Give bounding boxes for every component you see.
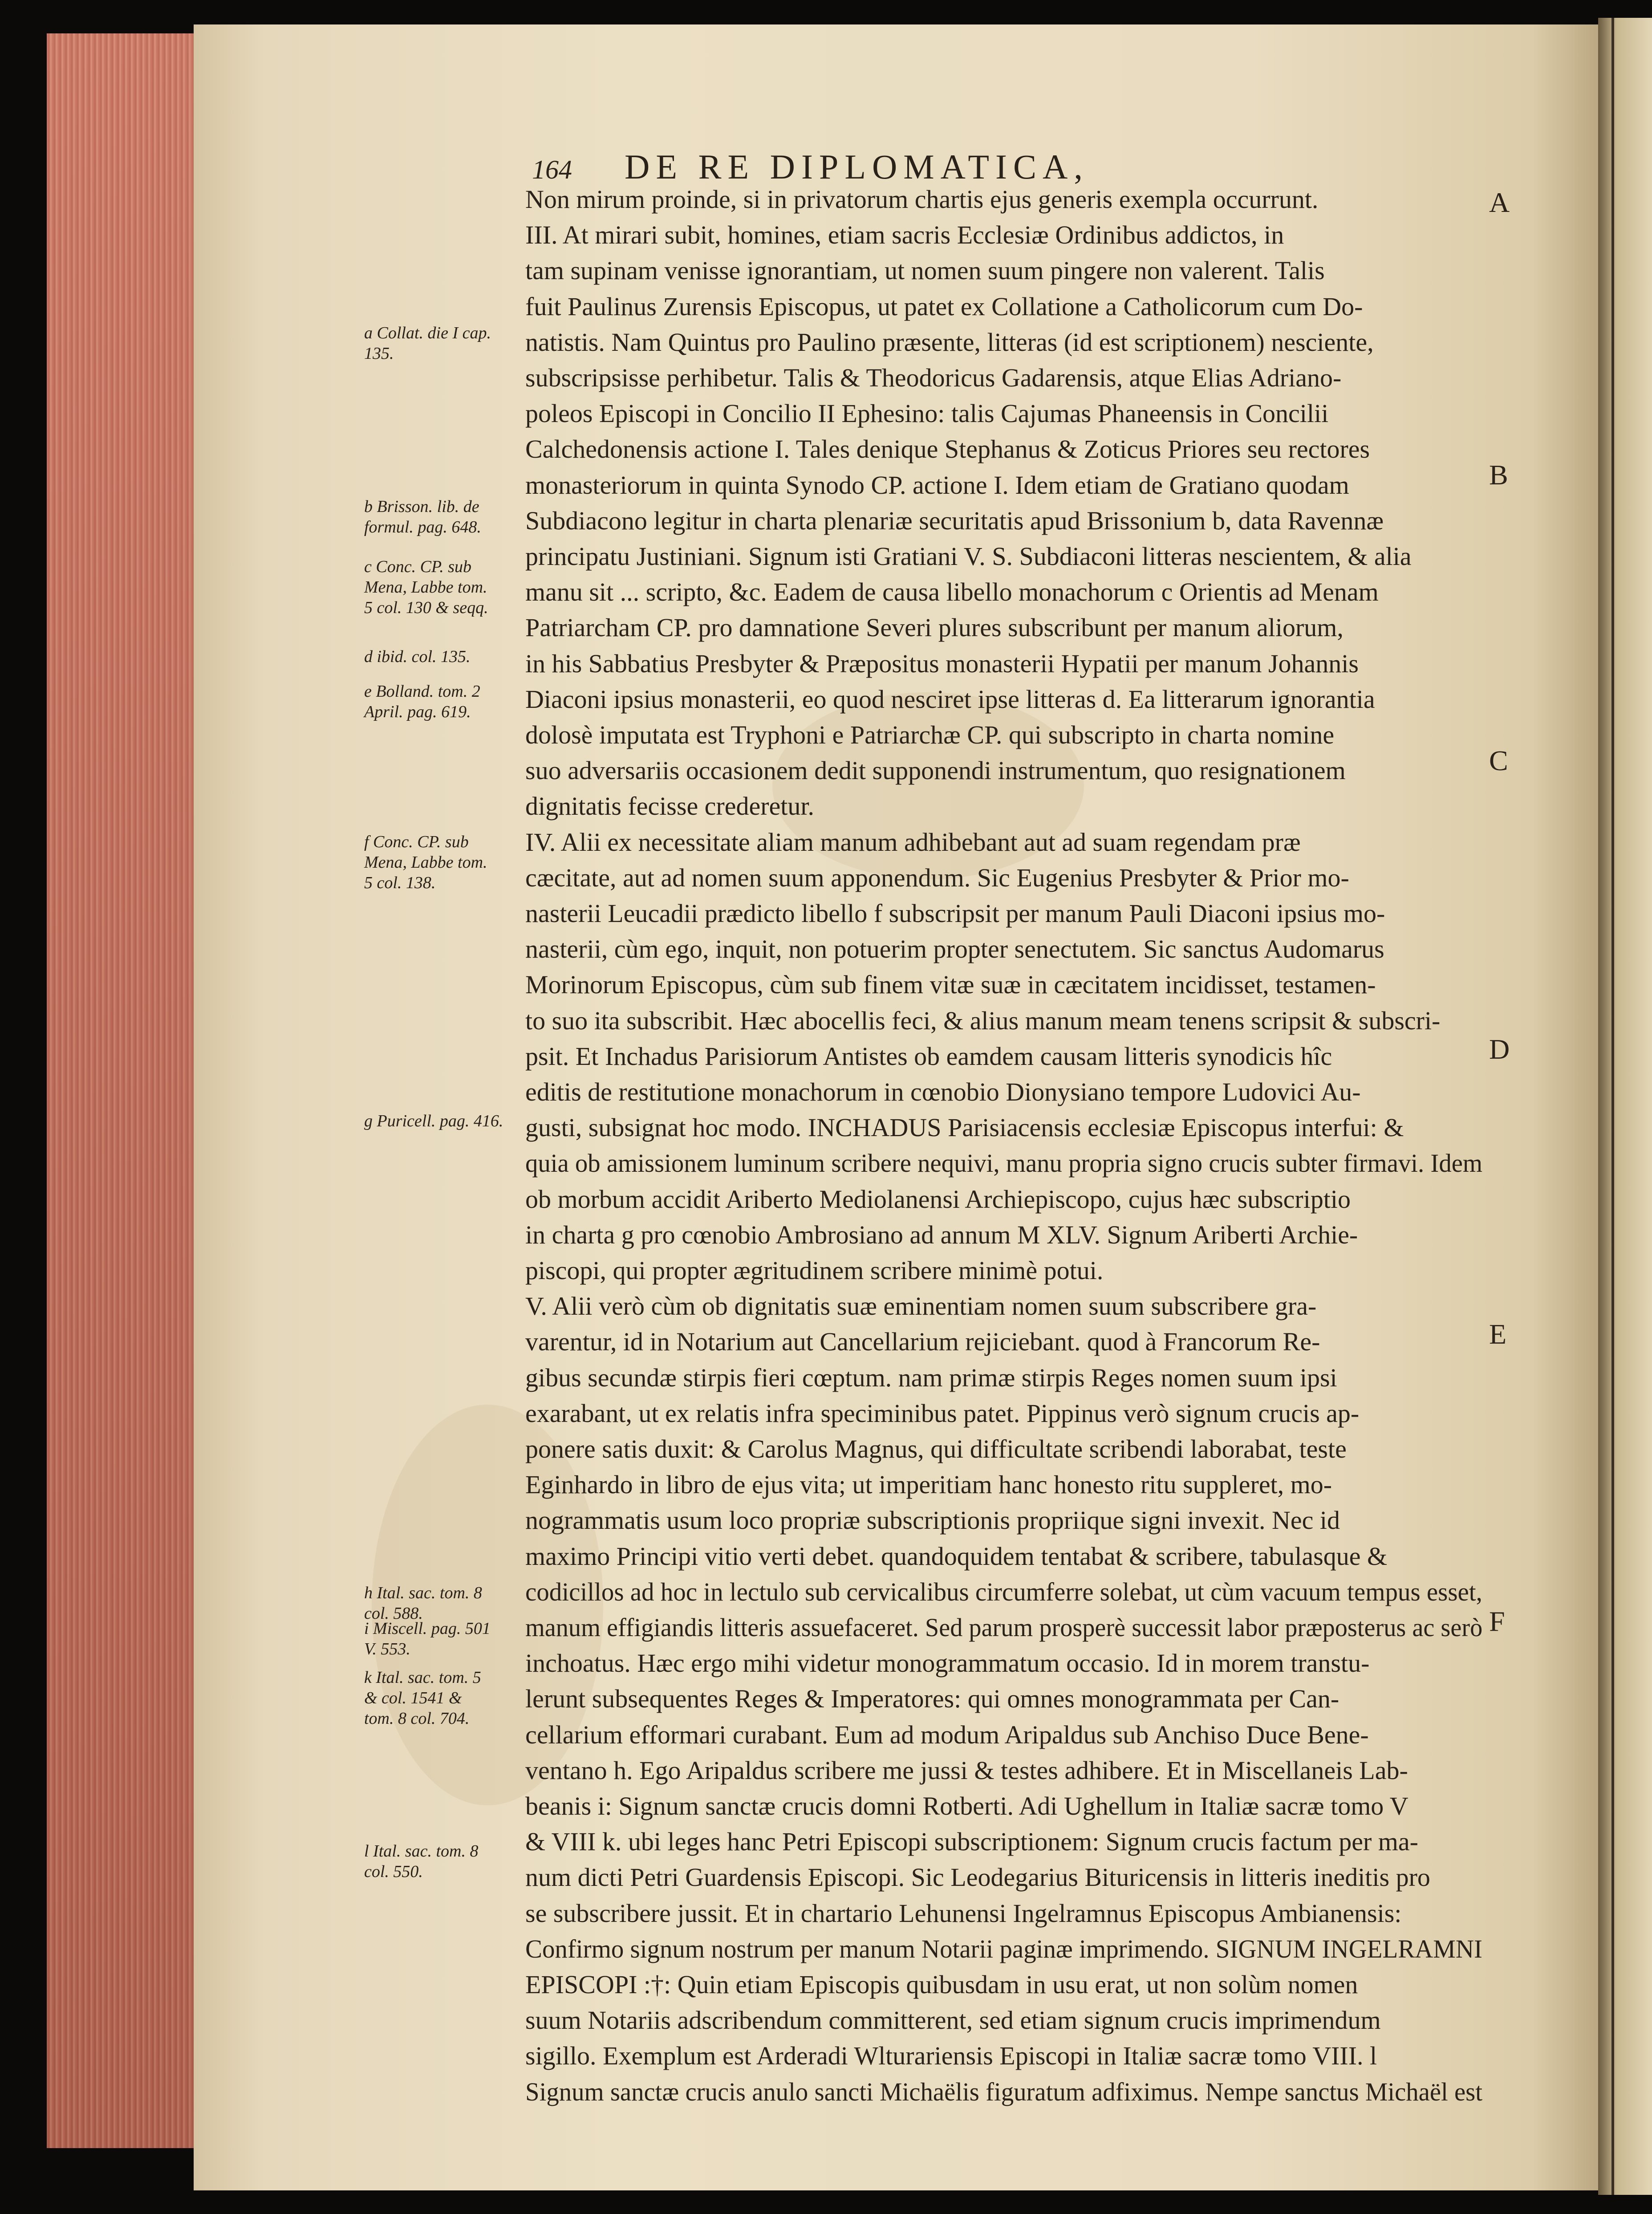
book-gutter	[1598, 18, 1652, 2195]
text-line: dignitatis fecisse crederetur.	[525, 792, 815, 821]
text-line: suum Notariis adscribendum committerent, sed etiam signum crucis imprimendum	[525, 2006, 1381, 2035]
text-line: fuit Paulinus Zurensis Episcopus, ut patet ex Collatione a Catholicorum cum Do-	[525, 292, 1363, 321]
text-line: psit. Et Inchadus Parisiorum Antistes ob eamdem causam litteris synodicis hîc	[525, 1041, 1332, 1071]
text-line: natistis. Nam Quintus pro Paulino præsente, litteras (id est scriptionem) nesciente,	[525, 327, 1374, 357]
margin-note-line: 135.	[364, 344, 394, 363]
text-line: nogrammatis usum loco propriæ subscriptionis propriique signi invexit. Nec id	[525, 1506, 1340, 1535]
margin-note-c	[364, 557, 488, 618]
text-line: Patriarcham CP. pro damnatione Severi plures subscribunt per manum aliorum,	[525, 613, 1344, 642]
margin-note-line: d ibid. col. 135.	[364, 647, 471, 666]
text-line: subscripsisse perhibetur. Talis & Theodoricus Gadarensis, atque Elias Adriano-	[525, 363, 1342, 392]
margin-note-line: V. 553.	[364, 1640, 410, 1658]
margin-letter-c: C	[1489, 745, 1508, 776]
margin-note-g	[364, 1111, 503, 1131]
text-line: cellarium efformari curabant. Eum ad modum Aripaldus sub Anchiso Duce Bene-	[525, 1720, 1369, 1749]
text-line: quia ob amissionem luminum scribere nequivi, manu propria signo crucis subter firmavi. Idem	[525, 1149, 1483, 1178]
text-line: gibus secundæ stirpis fieri cœptum. nam primæ stirpis Reges nomen suum ipsi	[525, 1363, 1337, 1392]
margin-note-b	[364, 496, 481, 537]
text-line: Calchedonensis actione I. Tales denique Stephanus & Zoticus Priores seu rectores	[525, 435, 1370, 464]
text-line: exarabant, ut ex relatis infra speciminibus patet. Pippinus verò signum crucis ap-	[525, 1398, 1360, 1428]
margin-note-line: a Collat. die I cap.	[364, 324, 491, 342]
text-line: inchoatus. Hæc ergo mihi videtur monogrammatum occasio. Id in morem transtu-	[525, 1649, 1370, 1678]
text-line: monasteriorum in quinta Synodo CP. actione I. Idem etiam de Gratiano quodam	[525, 470, 1349, 500]
text-line: editis de restitutione monachorum in cœnobio Dionysiano tempore Ludovici Au-	[525, 1077, 1361, 1106]
margin-note-line: i Miscell. pag. 501	[364, 1619, 491, 1638]
text-line: ob morbum accidit Ariberto Mediolanensi Archiepiscopo, cujus hæc subscriptio	[525, 1184, 1351, 1214]
text-line: varentur, id in Notarium aut Cancellarium rejiciebant. quod à Francorum Re-	[525, 1327, 1320, 1357]
margin-note-line: col. 550.	[364, 1862, 423, 1881]
fore-edge-shade	[47, 33, 194, 2148]
margin-note-line: & col. 1541 &	[364, 1689, 462, 1707]
text-line: codicillos ad hoc in lectulo sub cervicalibus circumferre solebat, ut cùm vacuum tempus esset,	[525, 1577, 1482, 1606]
margin-note-line: k Ital. sac. tom. 5	[364, 1668, 481, 1687]
margin-note-line: tom. 8 col. 704.	[364, 1709, 470, 1728]
margin-note-a	[364, 323, 491, 364]
margin-note-i	[364, 1618, 491, 1659]
text-line: principatu Justiniani. Signum isti Gratiani V. S. Subdiaconi litteras nescientem, & alia	[525, 542, 1412, 571]
margin-letter-b: B	[1489, 459, 1508, 491]
margin-note-line: l Ital. sac. tom. 8	[364, 1842, 479, 1861]
text-line: poleos Episcopi in Concilio II Ephesino: talis Cajumas Phaneensis in Concilii	[525, 399, 1329, 428]
margin-note-line: Mena, Labbe tom.	[364, 853, 487, 872]
text-line: & VIII k. ubi leges hanc Petri Episcopi subscriptionem: Signum crucis factum per ma-	[525, 1827, 1418, 1857]
margin-note-k	[364, 1667, 481, 1729]
margin-note-line: c Conc. CP. sub	[364, 557, 472, 576]
margin-letter-d: D	[1489, 1033, 1510, 1065]
text-line: in charta g pro cœnobio Ambrosiano ad annum M XLV. Signum Ariberti Archie-	[525, 1220, 1358, 1249]
text-line: V. Alii verò cùm ob dignitatis suæ eminentiam nomen suum subscribere gra-	[525, 1292, 1317, 1321]
text-line: in his Sabbatius Presbyter & Præpositus monasterii Hypatii per manum Johannis	[525, 649, 1359, 678]
margin-note-f	[364, 832, 487, 893]
margin-note-line: 5 col. 138.	[364, 873, 436, 892]
running-head	[532, 147, 1089, 187]
margin-note-line: h Ital. sac. tom. 8	[364, 1584, 482, 1602]
page-number: 164	[532, 155, 572, 184]
running-title: DE RE DIPLOMATICA,	[625, 147, 1089, 186]
gutter-line	[1611, 18, 1614, 2195]
text-line: EPISCOPI :†: Quin etiam Episcopis quibusdam in usu erat, ut non solùm nomen	[525, 1970, 1358, 1999]
text-line: dolosè imputata est Tryphoni e Patriarchæ CP. qui subscripto in charta nomine	[525, 720, 1335, 749]
text-line: lerunt subsequentes Reges & Imperatores: qui omnes monogrammata per Can-	[525, 1684, 1339, 1714]
margin-note-line: formul. pag. 648.	[364, 518, 481, 536]
text-line: IV. Alii ex necessitate aliam manum adhibebant aut ad suam regendam præ	[525, 827, 1301, 857]
text-line: Eginhardo in libro de ejus vita; ut imperitiam hanc honesto ritu suppleret, mo-	[525, 1470, 1332, 1499]
margin-note-line: April. pag. 619.	[364, 703, 471, 721]
text-line: Diaconi ipsius monasterii, eo quod nesciret ipse litteras d. Ea litterarum ignorantia	[525, 684, 1375, 714]
text-line: nasterii, cùm ego, inquit, non potuerim propter senectutem. Sic sanctus Audomarus	[525, 934, 1384, 964]
text-line: manu sit ... scripto, &c. Eadem de causa libello monachorum c Orientis ad Menam	[525, 577, 1379, 607]
text-line: suo adversariis occasionem dedit supponendi instrumentum, quo resignationem	[525, 756, 1346, 785]
text-line: Signum sanctæ crucis anulo sancti Michaëlis figuratum adfiximus. Nempe sanctus Michaël est	[525, 2077, 1483, 2106]
margin-note-line: e Bolland. tom. 2	[364, 682, 480, 701]
margin-note-line: 5 col. 130 & seqq.	[364, 598, 488, 617]
text-line: tam supinam venisse ignorantiam, ut nomen suum pingere non valerent. Talis	[525, 256, 1325, 285]
text-line: III. At mirari subit, homines, etiam sacris Ecclesiæ Ordinibus addictos, in	[525, 220, 1284, 250]
margin-note-d	[364, 646, 471, 667]
text-line: manum effigiandis litteris assuefaceret. Sed parum prosperè successit labor præposterus ac serò	[525, 1613, 1483, 1642]
margin-note-l	[364, 1841, 478, 1882]
text-line: beanis i: Signum sanctæ crucis domni Rotberti. Adi Ughellum in Italiæ sacræ tomo V	[525, 1792, 1408, 1820]
text-line: to suo ita subscribit. Hæc abocellis feci, & alius manum meam tenens scripsit & subscri-	[525, 1006, 1441, 1035]
text-line: Confirmo signum nostrum per manum Notarii paginæ imprimendo. SIGNUM INGELRAMNI	[525, 1934, 1482, 1963]
margin-note-line: f Conc. CP. sub	[364, 833, 469, 851]
margin-note-line: Mena, Labbe tom.	[364, 578, 487, 597]
margin-note-line: col. 588.	[364, 1604, 423, 1623]
text-line: gusti, subsignat hoc modo. INCHADUS Parisiacensis ecclesiæ Episcopus interfui: &	[525, 1113, 1404, 1142]
text-line: maximo Principi vitio verti debet. quandoquidem tentabat & scribere, tabulasque &	[525, 1541, 1388, 1571]
margin-letter-e: E	[1489, 1318, 1507, 1350]
margin-letter-f: F	[1489, 1605, 1505, 1637]
text-line: nasterii Leucadii prædicto libello f subscripsit per manum Pauli Diaconi ipsius mo-	[525, 899, 1385, 928]
margin-note-line: g Puricell. pag. 416.	[364, 1112, 503, 1130]
margin-note-e	[364, 681, 480, 722]
text-line: cæcitate, aut ad nomen suum apponendum. Sic Eugenius Presbyter & Prior mo-	[525, 863, 1349, 892]
text-line: ventano h. Ego Aripaldus scribere me jussi & testes adhibere. Et in Miscellaneis Lab-	[525, 1755, 1408, 1785]
text-line: sigillo. Exemplum est Arderadi Wlturariensis Episcopi in Italiæ sacræ tomo VIII. l	[525, 2041, 1377, 2071]
margin-note-h	[364, 1583, 482, 1624]
text-line: Non mirum proinde, si in privatorum chartis ejus generis exempla occurrunt.	[525, 185, 1319, 214]
text-line: Morinorum Episcopus, cùm sub finem vitæ suæ in cæcitatem incidisset, testamen-	[525, 970, 1376, 999]
margin-note-line: b Brisson. lib. de	[364, 497, 479, 516]
text-line: ponere satis duxit: & Carolus Magnus, qui difficultate scribendi laborabat, teste	[525, 1434, 1347, 1463]
text-line: piscopi, qui propter ægritudinem scribere minimè potui.	[525, 1256, 1104, 1285]
margin-letter-a: A	[1489, 187, 1510, 218]
text-line: num dicti Petri Guardensis Episcopi. Sic Leodegarius Bituricensis in litteris ineditis pro	[525, 1863, 1430, 1892]
text-line: se subscribere jussit. Et in chartario Lehunensi Ingelramnus Episcopus Ambianensis:	[525, 1898, 1402, 1928]
text-line: Subdiacono legitur in charta plenariæ securitatis apud Brissonium b, data Ravennæ	[525, 506, 1384, 535]
